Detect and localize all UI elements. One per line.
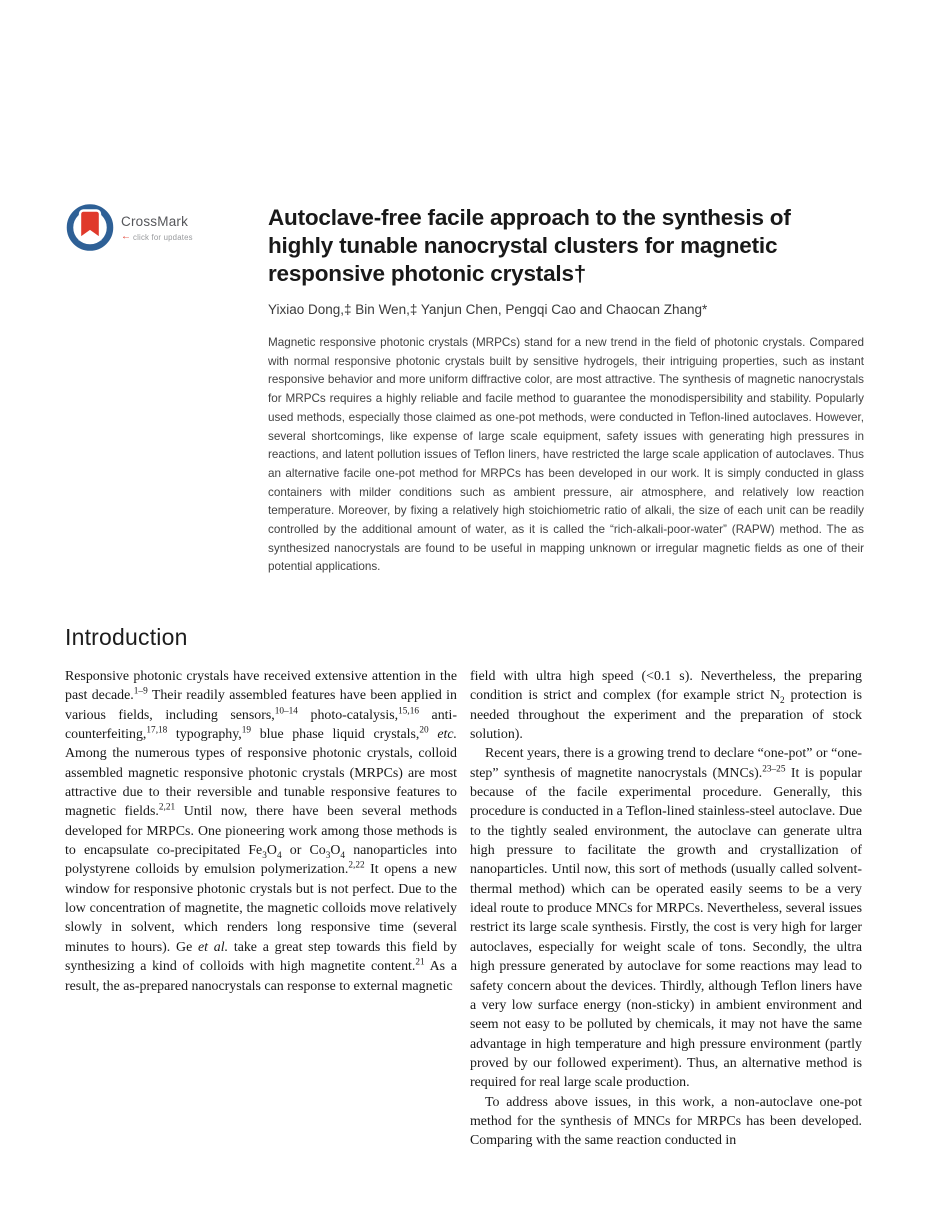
- paragraph: field with ultra high speed (<0.1 s). Nevertheless, the preparing condition is strict and complex (for example strict $N_2$ protection is needed throughout the experiment and the preparation of stock solution).: [470, 669, 863, 743]
- crossmark-text: [121, 203, 193, 242]
- title-block: [268, 204, 864, 577]
- authors-line: Yixiao Dong,‡ Bin Wen,‡ Yanjun Chen, Pengqi Cao and Chaocan Zhang*: [268, 302, 708, 317]
- abstract-text: Magnetic responsive photonic crystals (MRPCs) stand for a new trend in the field of photonic crystals. Compared with normal responsive photonic crystals built by sensitive hydrogels, their intriguing properties, such as instant responsive behavior and more uniform diffractive color, are most attractive. The synthesis of magnetic nanocrystals for MRPCs requires a highly reliable and facile method to guarantee the monodispersibility and stability. Popularly used methods, especially those claimed as one-pot methods, were conducted in Teflon-lined autoclaves. However, several shortcomings, like expense of large scale equipment, safety issues with generating high pressures in reactions, and latent pollution issues of Teflon liners, have restricted the large scale application of autoclaves. Thus an alternative facile one-pot method for MRPCs has been developed in our work. It is simply conducted in glass containers with milder conditions such as ambient pressure, air atmosphere, and relatively low reaction temperature. Moreover, by fixing a relatively high stoichiometric ratio of alkali, the size of each unit can be readily controlled by the additional amount of water, as it is called the “rich-alkali-poor-water” (RAPW) method. The as synthesized nanocrystals are found to be useful in mapping unknown or irregular magnetic fields as one of their potential applications.: [268, 336, 864, 574]
- arrow-left-icon: ←: [121, 231, 131, 242]
- crossmark-badge[interactable]: [66, 203, 193, 252]
- crossmark-tagline-row: [121, 232, 193, 242]
- paragraph: To address above issues, in this work, a non-autoclave one-pot method for the synthesis of MNCs for MRPCs has been developed. Comparing with the same reaction conducted in: [470, 1094, 862, 1149]
- paragraph: Recent years, there is a growing trend to declare “one-pot” or “one-step” synthesis of magnetite nanocrystals (MNCs).$^{23-25}$ It is popular because of the facile experimental procedure. Generally, this procedure is conducted in a Teflon-lined stainless-steel autoclave. Due to the tightly sealed environment, the autoclave can generate ultra high pressure to facilitate the growth and crystallization of nanoparticles. Until now, this sort of methods (usually called solvent-thermal method) which can be operated easily seems to be a very ideal route to produce MNCs for MRPCs. Nevertheless, several issues restrict its large scale synthesis. Firstly, the cost is very high for larger autoclaves, especially for weight scale of tons. Secondly, the ultra high pressure generated by autoclave for some reactions may lead to safety concern about the devices. Thirdly, although Teflon liners have a very low surface energy (non-sticky) in ambient environment and seem not easy to be polluted by chemicals, it may not have the same advantage in high temperature and high pressure environment (partly proved by our followed experiment). Thus, an alternative method is required for real large scale production.: [470, 746, 862, 1091]
- article-title-line-1: Autoclave-free facile approach to the synthesis of: [268, 205, 791, 230]
- article-title-line-3: responsive photonic crystals†: [268, 261, 587, 286]
- crossmark-tagline: click for updates: [133, 232, 193, 242]
- body-columns: [65, 667, 862, 1151]
- crossmark-label: CrossMark: [121, 214, 189, 229]
- left-column: [65, 667, 457, 1151]
- introduction-heading: Introduction: [65, 624, 188, 650]
- crossmark-icon: [66, 203, 114, 252]
- article-title: [268, 204, 864, 288]
- paragraph: Responsive photonic crystals have received extensive attention in the past decade.$^{1-9}$ Their readily assembled features have been applied in various fields, including sensors,$^{10-14}$ photo-catalysis,$^{15,16}$ anti-counterfeiting,$^{17,18}$ typography,$^{19}$ blue phase liquid crystals,$^{20}$ etc. Among the numerous types of responsive photonic crystals, colloid assembled magnetic responsive photonic crystals (MRPCs) are most attractive due to their reversible and tunable responsive features to magnetic fields.$^{2,21}$ Until now, there have been several methods developed for MRPCs. One pioneering work among those methods is to encapsulate co-precipitated $Fe_3O_4$ or $Co_3O_4$ nanoparticles into polystyrene colloids by emulsion polymerization.$^{2,22}$ It opens a new window for responsive photonic crystals but is not perfect. Due to the low concentration of magnetite, the magnetic colloids move relatively slowly in solvent, which renders long responsive time (several minutes to hours). Ge et al. take a great step towards this field by synthesizing a kind of colloids with high magnetite content.$^{21}$ As a result, the as-prepared nanocrystals can response to external magnetic: [65, 669, 458, 994]
- article-title-line-2: highly tunable nanocrystal clusters for magnetic: [268, 233, 778, 258]
- right-column: [470, 667, 862, 1151]
